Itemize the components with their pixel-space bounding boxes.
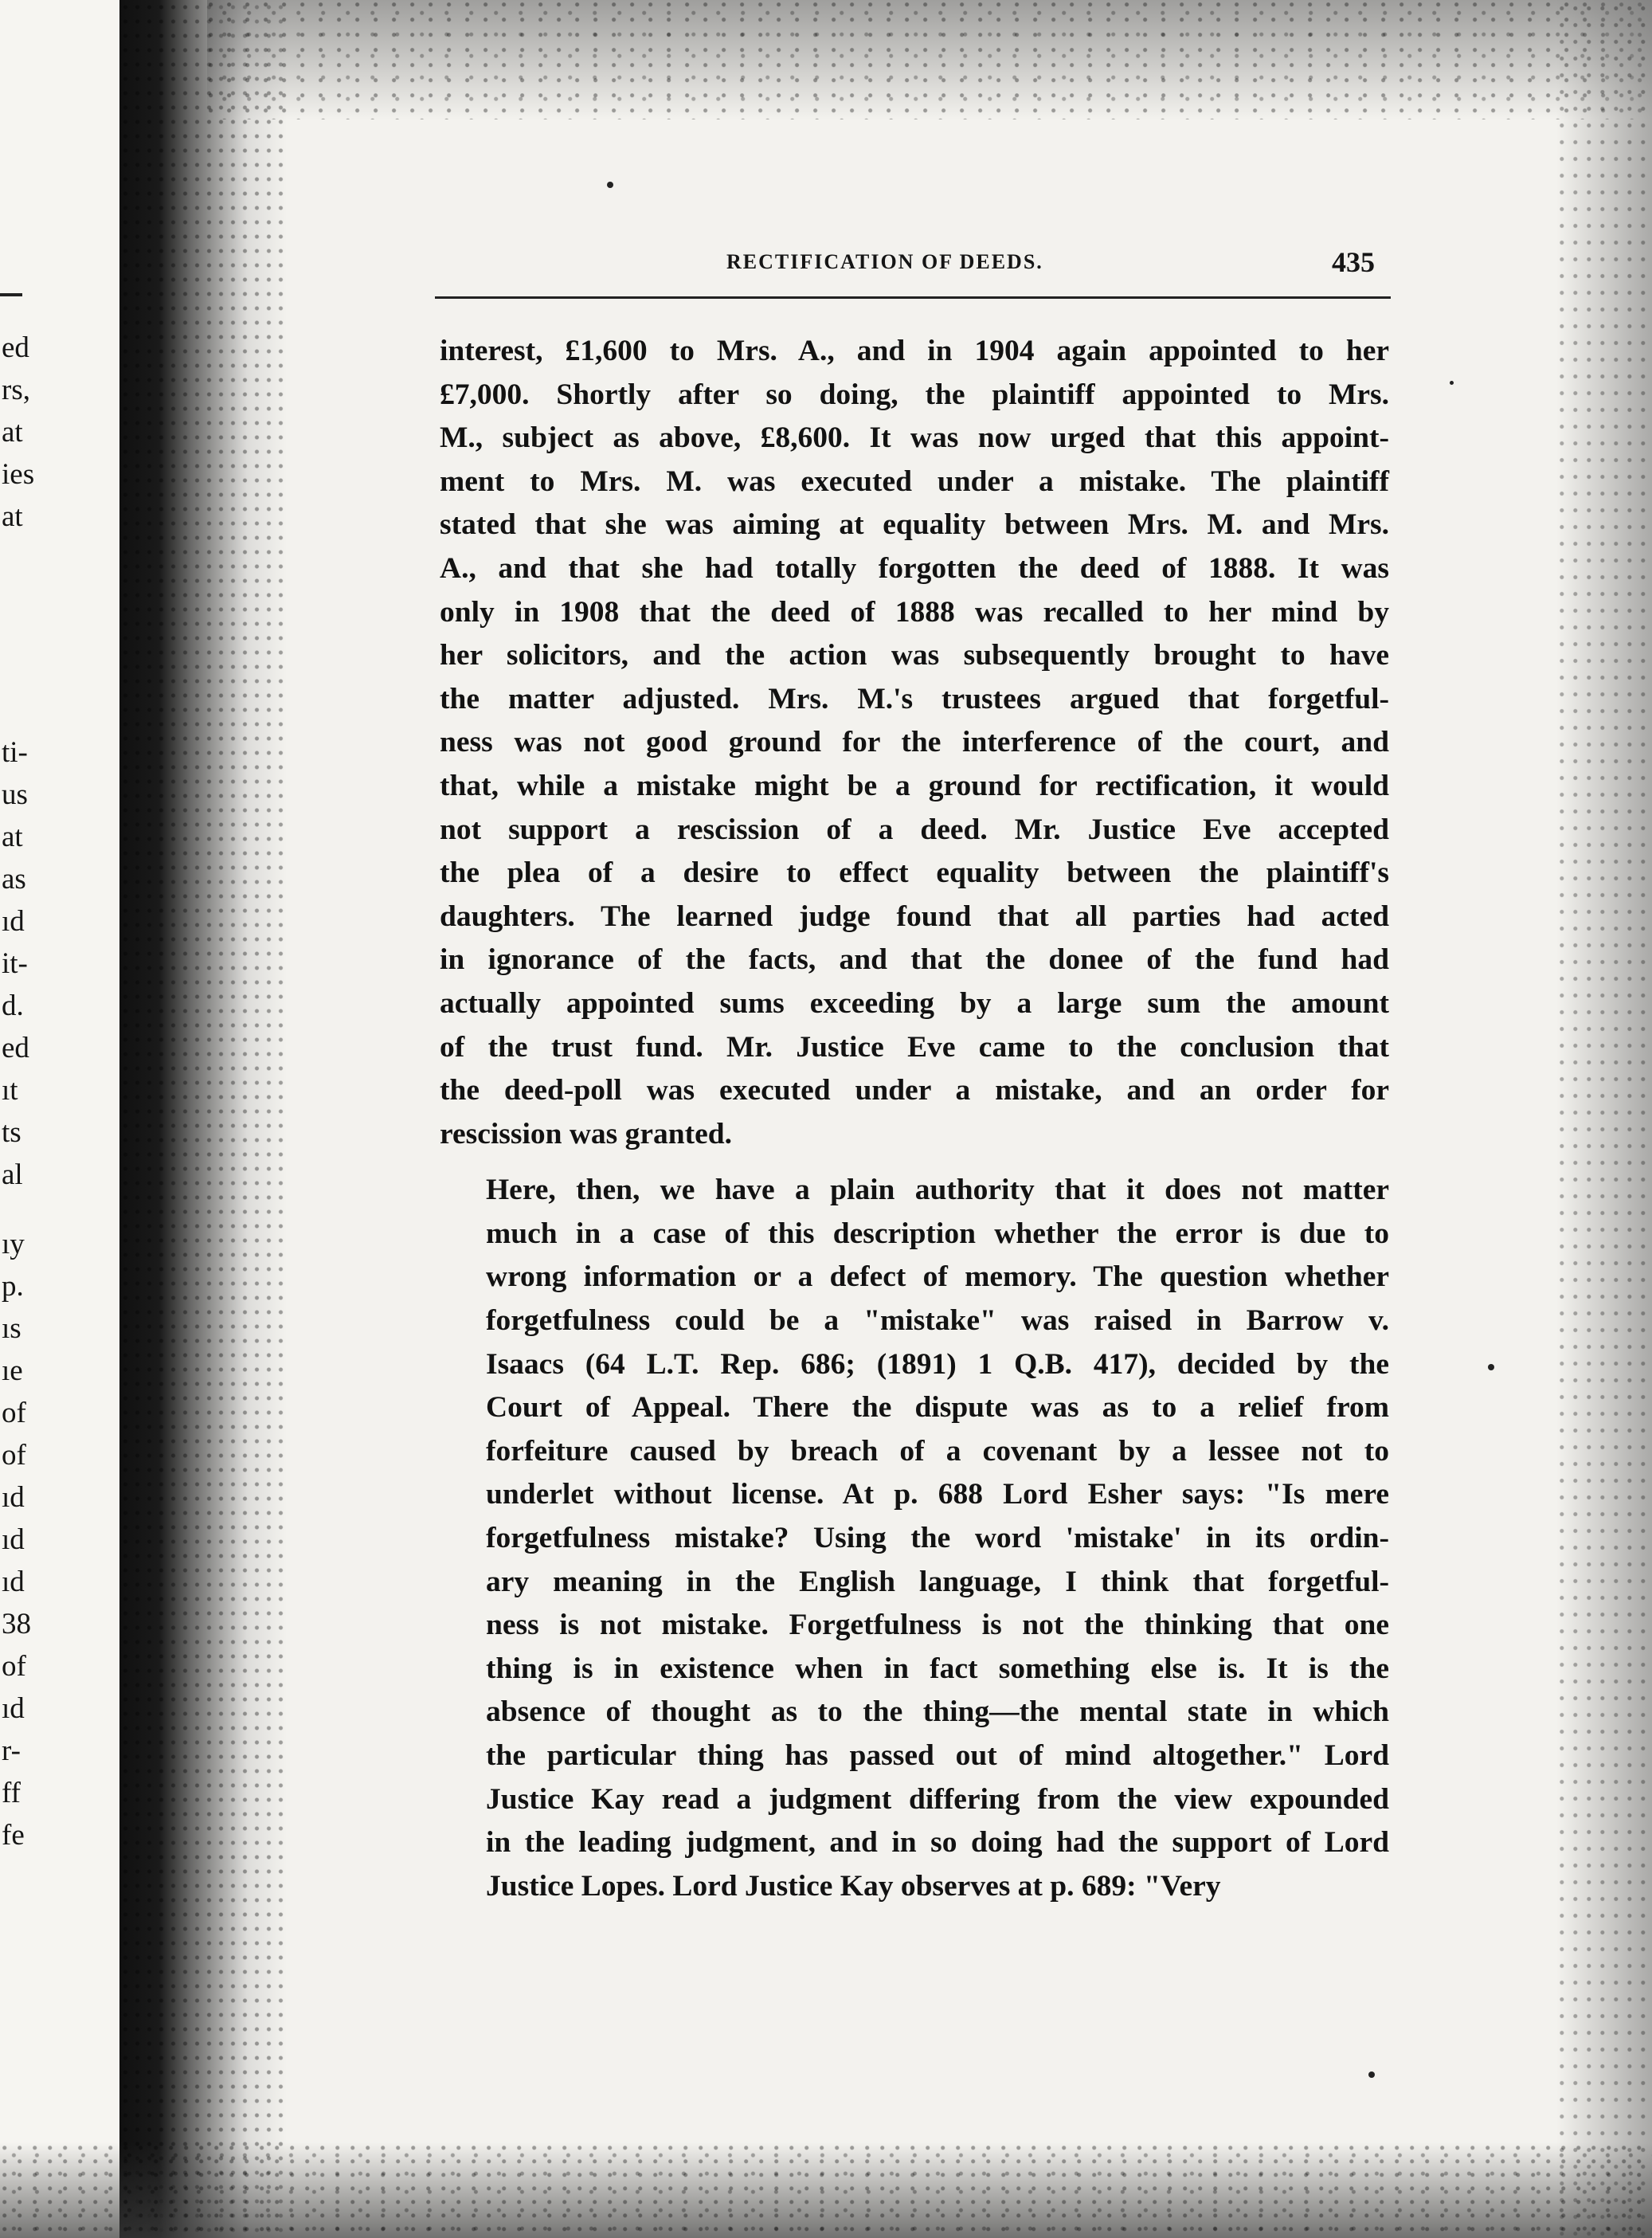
scan-noise-right	[1556, 0, 1652, 2238]
text-line: forfeiture caused by breach of a covenant by a lessee not to	[486, 1434, 1389, 1468]
text-line: ary meaning in the English language, I think that forgetful-	[486, 1565, 1389, 1598]
facing-page-fragment: ıd	[2, 1523, 25, 1556]
text-line: ment to Mrs. M. was executed under a mistake. The plaintiff	[440, 464, 1389, 498]
facing-page-rule	[0, 293, 22, 296]
text-line: the matter adjusted. Mrs. M.'s trustees argued that forgetful-	[440, 682, 1389, 715]
scan-speck	[607, 182, 613, 188]
text-line: actually appointed sums exceeding by a large sum the amount	[440, 986, 1389, 1020]
running-head	[440, 245, 1389, 285]
text-line: her solicitors, and the action was subsequently brought to have	[440, 639, 1389, 672]
text-line: in the leading judgment, and in so doing had the support of Lord	[486, 1826, 1389, 1860]
header-rule	[435, 296, 1391, 299]
text-line: Here, then, we have a plain authority that it does not matter	[486, 1174, 1389, 1207]
facing-page-fragment: d.	[2, 990, 24, 1022]
facing-page-fragment: of	[2, 1397, 26, 1429]
text-line: underlet without license. At p. 688 Lord Esher says: "Is mere	[486, 1478, 1389, 1511]
text-line: much in a case of this description whether the error is due to	[486, 1217, 1389, 1250]
facing-page-fragment: as	[2, 863, 26, 896]
facing-page-fragment: 38	[2, 1608, 31, 1640]
text-line: Isaacs (64 L.T. Rep. 686; (1891) 1 Q.B. 417), decided by the	[486, 1347, 1389, 1381]
facing-page-fragment: ıd	[2, 1481, 25, 1514]
text-line: the particular thing has passed out of mind altogether." Lord	[486, 1739, 1389, 1772]
text-line: absence of thought as to the thing—the mental state in which	[486, 1695, 1389, 1729]
text-line: M., subject as above, £8,600. It was now urged that this appoint-	[440, 421, 1389, 455]
book-gutter-shadow	[119, 0, 287, 2238]
facing-page-fragment: fe	[2, 1819, 25, 1852]
text-line: £7,000. Shortly after so doing, the plaintiff appointed to Mrs.	[440, 378, 1389, 411]
text-line: ness was not good ground for the interference of the court, and	[440, 726, 1389, 759]
facing-page-fragment: p.	[2, 1270, 24, 1303]
facing-page-fragment: at	[2, 500, 23, 533]
text-line: forgetfulness could be a "mistake" was raised in Barrow v.	[486, 1304, 1389, 1338]
text-line: A., and that she had totally forgotten the deed of 1888. It was	[440, 551, 1389, 585]
text-line: the plea of a desire to effect equality between the plaintiff's	[440, 856, 1389, 890]
facing-page-fragment: ed	[2, 1032, 29, 1064]
facing-page-fragment: ies	[2, 458, 35, 491]
text-line: thing is in existence when in fact something else is. It is the	[486, 1652, 1389, 1685]
text-line: that, while a mistake might be a ground for rectification, it would	[440, 769, 1389, 802]
facing-page-fragment: at	[2, 821, 23, 853]
facing-page-fragment: ıy	[2, 1228, 25, 1260]
facing-page-fragment: r-	[2, 1734, 21, 1767]
text-line: rescission was granted.	[440, 1117, 733, 1150]
facing-page-fragment: it-	[2, 947, 28, 980]
text-line: only in 1908 that the deed of 1888 was recalled to her mind by	[440, 595, 1389, 629]
body-text	[440, 330, 1389, 1908]
paragraph-2	[440, 1169, 1389, 1908]
facing-page-fragment: of	[2, 1439, 26, 1472]
scan-speck	[1450, 381, 1454, 385]
text-line: in ignorance of the facts, and that the donee of the fund had	[440, 943, 1389, 977]
text-line: interest, £1,600 to Mrs. A., and in 1904 again appointed to her	[440, 335, 1389, 367]
scan-speck	[1368, 2071, 1375, 2078]
facing-page-fragment: ed	[2, 331, 29, 364]
facing-page-fragment: ıe	[2, 1354, 23, 1387]
facing-page-fragment: al	[2, 1158, 23, 1191]
facing-page-fragment: us	[2, 778, 28, 811]
scan-noise-top	[207, 0, 1652, 120]
text-line: of the trust fund. Mr. Justice Eve came to the conclusion that	[440, 1030, 1389, 1064]
text-line: stated that she was aiming at equality between Mrs. M. and Mrs.	[440, 508, 1389, 542]
facing-page-fragment: ti-	[2, 736, 28, 769]
text-line: daughters. The learned judge found that all parties had acted	[440, 900, 1389, 933]
facing-page-fragment: ıd	[2, 1566, 25, 1598]
facing-page-fragment: at	[2, 416, 23, 449]
text-line: Justice Lopes. Lord Justice Kay observes at p. 689: "Very	[486, 1869, 1221, 1903]
text-line: the deed-poll was executed under a mistake, and an order for	[440, 1074, 1389, 1107]
running-title: RECTIFICATION OF DEEDS.	[726, 250, 1043, 273]
facing-page-fragment: ıd	[2, 1692, 25, 1725]
scan-speck	[1488, 1364, 1494, 1370]
scan-noise-bottom	[0, 2142, 1652, 2238]
text-line: forgetfulness mistake? Using the word 'mistake' in its ordin-	[486, 1522, 1389, 1555]
facing-page-fragment: ts	[2, 1116, 22, 1149]
text-line: not support a rescission of a deed. Mr. Justice Eve accepted	[440, 813, 1389, 846]
text-line: Justice Kay read a judgment differing from the view expounded	[486, 1782, 1389, 1816]
paragraph-1	[440, 330, 1389, 1156]
facing-page-fragment: rs,	[2, 374, 30, 406]
facing-page-fragment: ıs	[2, 1312, 22, 1345]
text-line: wrong information or a defect of memory. The question whether	[486, 1260, 1389, 1294]
facing-page-fragment: ıt	[2, 1074, 18, 1107]
facing-page-fragment: ff	[2, 1777, 21, 1809]
text-line: Court of Appeal. There the dispute was as to a relief from	[486, 1391, 1389, 1425]
facing-page-text-fragments	[2, 0, 121, 2238]
page-number: 435	[1332, 246, 1375, 278]
facing-page-fragment: of	[2, 1650, 26, 1683]
facing-page-fragment: ıd	[2, 905, 25, 938]
text-line: ness is not mistake. Forgetfulness is not the thinking that one	[486, 1609, 1389, 1642]
